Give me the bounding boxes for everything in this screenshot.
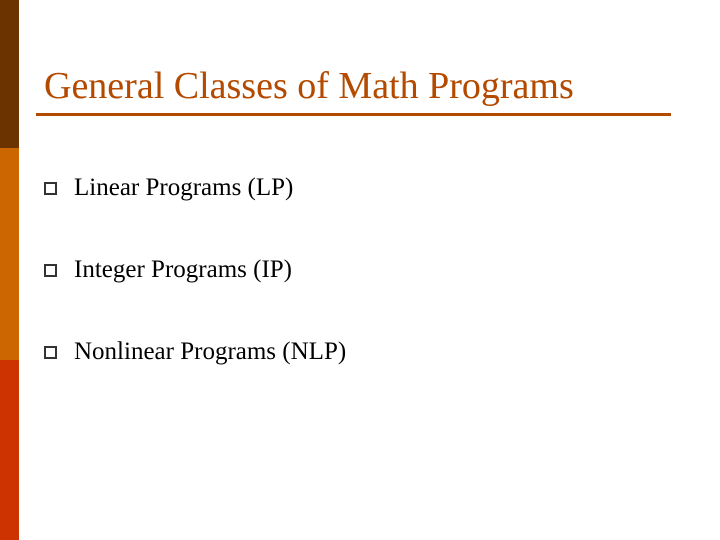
title-underline [36,113,671,116]
square-bullet-icon [44,264,57,277]
square-bullet-icon [44,346,57,359]
slide-title: General Classes of Math Programs [44,65,574,107]
square-bullet-icon [44,182,57,195]
accent-bar-segment-top [0,0,19,148]
accent-bar-segment-bottom [0,360,19,540]
left-accent-bar [0,0,19,540]
bullet-text: Nonlinear Programs (NLP) [74,338,347,365]
bullet-text: Linear Programs (LP) [74,174,294,201]
bullet-text: Integer Programs (IP) [74,256,292,283]
accent-bar-segment-middle [0,148,19,360]
